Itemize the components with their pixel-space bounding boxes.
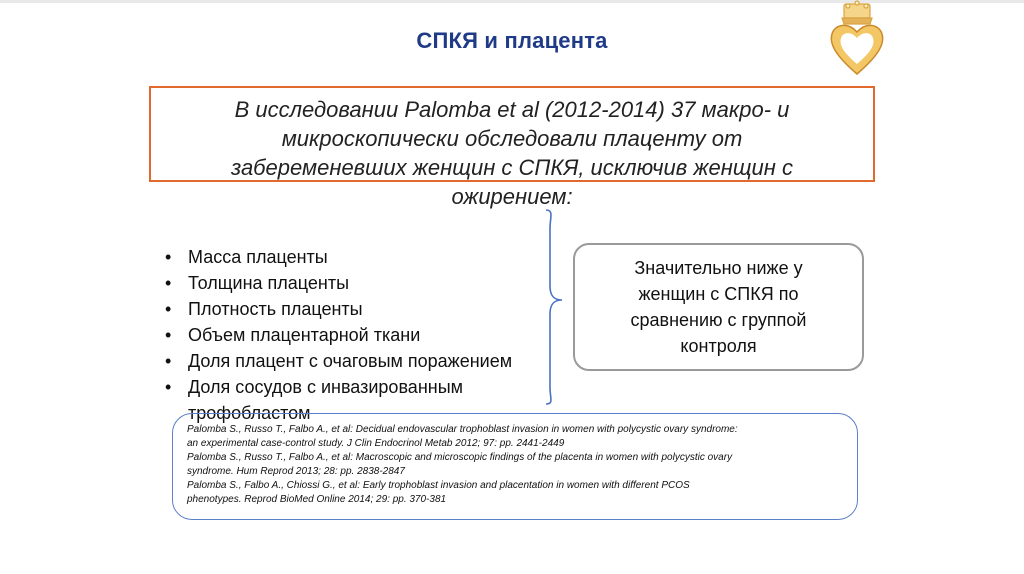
intro-line: ожирением: [451, 184, 573, 209]
list-item: • Плотность плаценты [165, 296, 588, 322]
list-item: • Доля плацент с очаговым поражением [165, 348, 588, 374]
reference-line: Palomba S., Russo T., Falbo A., et al: Decidual endovascular trophoblast invasion in women with polycystic ovary syndrome: [187, 424, 738, 435]
references-text [187, 423, 847, 507]
reference-line: an experimental case-control study. J Clin Endocrinol Metab 2012; 97: pp. 2441-2449 [187, 438, 565, 449]
parameter-list [165, 244, 588, 426]
list-item: • Доля сосудов с инвазированным трофобластом [165, 374, 538, 426]
intro-line: забеременевших женщин с СПКЯ, исключив женщин с [230, 155, 794, 180]
crown-heart-icon [826, 0, 888, 80]
list-item: • Толщина плаценты [165, 270, 588, 296]
reference-line: phenotypes. Reprod BioMed Online 2014; 29: pp. 370-381 [187, 494, 447, 505]
slide-title: СПКЯ и плацента [416, 28, 608, 53]
list-item: • Объем плацентарной ткани [165, 322, 588, 348]
curly-brace-icon [540, 208, 570, 408]
reference-line: Palomba S., Russo T., Falbo A., et al: Macroscopic and microscopic findings of the placenta in women with polycystic ovary [187, 452, 733, 463]
intro-text [155, 95, 869, 211]
result-box: Значительно ниже у женщин с СПКЯ по сравнению с группой контроля [573, 243, 864, 371]
intro-line: микроскопически обследовали плаценту от [281, 126, 743, 151]
intro-line: В исследовании Palomba et al (2012-2014) 37 макро- и [234, 97, 790, 122]
reference-line: Palomba S., Falbo A., Chiossi G., et al: Early trophoblast invasion and placentation in women with different PCOS [187, 480, 690, 491]
list-item: • Масса плаценты [165, 244, 588, 270]
reference-line: syndrome. Hum Reprod 2013; 28: pp. 2838-2847 [187, 466, 405, 477]
